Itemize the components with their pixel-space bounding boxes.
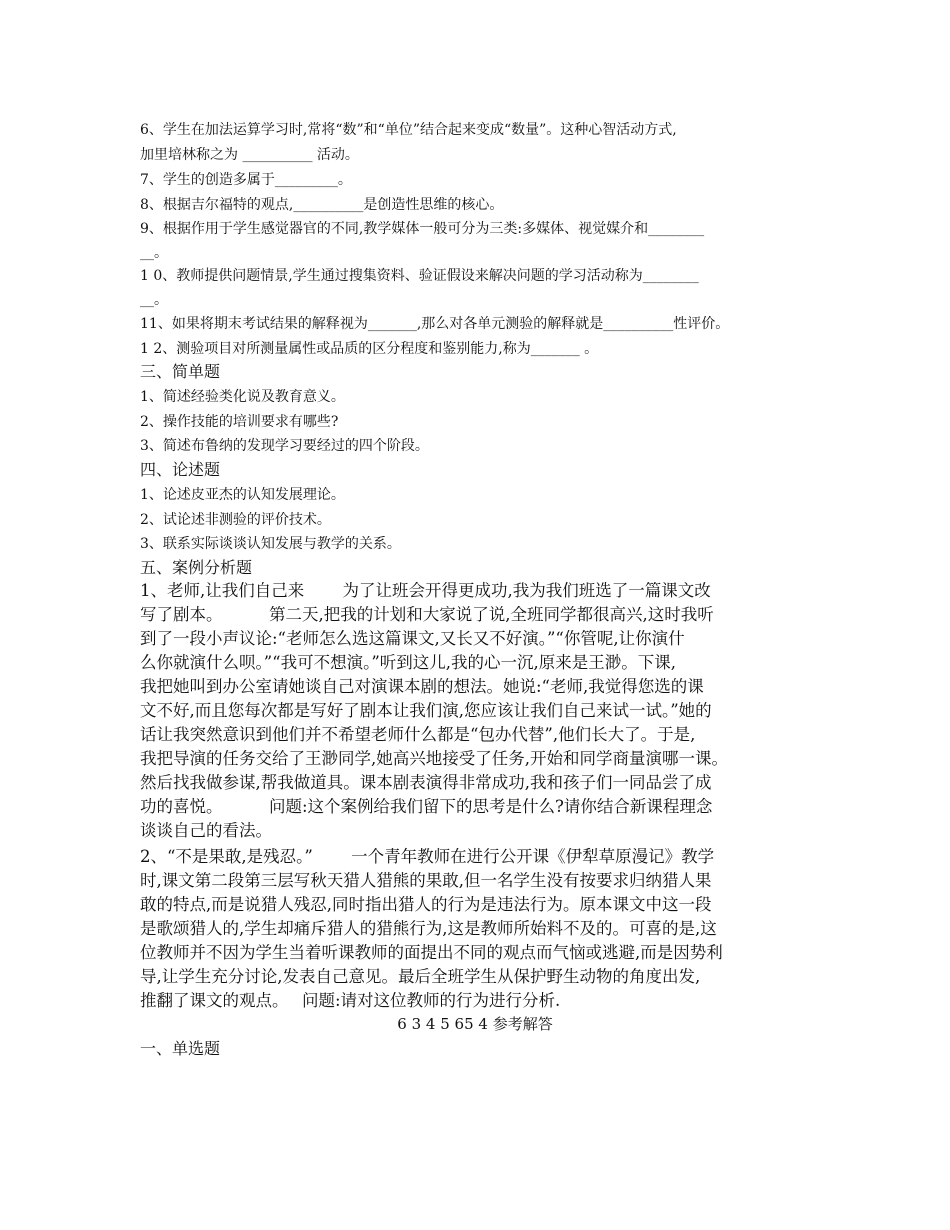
fill-q11: 11、如果将期末考试结果的解释视为_______,那么对各单元测验的解释就是__________性评价。	[140, 316, 730, 332]
case1-line: 然后找我做参谋,帮我做道具。课本剧表演得非常成功,我和孩子们一同品尝了成	[140, 773, 712, 792]
case1-line: 功的喜悦。 问题:这个案例给我们留下的思考是什么?请你结合新课程理念	[140, 797, 713, 816]
case-heading: 五、案例分析题	[140, 558, 253, 577]
answers-section-heading: 一、单选题	[140, 1039, 221, 1058]
short-answer-heading: 三、简单题	[140, 362, 221, 381]
fill-q7: 7、学生的创造多属于_________。	[140, 172, 352, 188]
fill-q12: 1 2、测验项目对所测量属性或品质的区分程度和鉴别能力,称为_______ 。	[140, 341, 599, 357]
essay-q2: 2、试论述非测验的评价技术。	[140, 512, 331, 528]
case2-line: 2、“不是果敢,是残忍。” 一个青年教师在进行公开课《伊犁草原漫记》教学	[140, 847, 715, 866]
case1-line: 写了剧本。 第二天,把我的计划和大家说了说,全班同学都很高兴,这时我听	[140, 605, 714, 624]
case1-line: 话让我突然意识到他们并不希望老师什么都是“包办代替”,他们长大了。于是,	[140, 725, 696, 744]
fill-q10-line1: 1 0、教师提供问题情景,学生通过搜集资料、验证假设来解决问题的学习活动称为________	[140, 268, 699, 284]
fill-q6-line2: 加里培林称之为 __________ 活动。	[140, 147, 359, 163]
fill-q10-line2: __。	[140, 292, 168, 308]
case1-line: 1、老师,让我们自己来 为了让班会开得更成功,我为我们班选了一篇课文改	[140, 581, 711, 600]
case1-line: 我把她叫到办公室请她谈自己对演课本剧的想法。她说:“老师,我觉得您选的课	[140, 677, 704, 696]
case1-line: 谈谈自己的看法。	[140, 821, 272, 840]
case2-line: 是歌颂猎人的,学生却痛斥猎人的猎熊行为,这是教师所始料不及的。可喜的是,这	[140, 919, 717, 938]
fill-q9-line2: __。	[140, 245, 168, 261]
case1-line: 我把导演的任务交给了王渺同学,她高兴地接受了任务,开始和同学商量演哪一课。	[140, 749, 728, 768]
essay-q1: 1、论述皮亚杰的认知发展理论。	[140, 487, 345, 503]
essay-heading: 四、论述题	[140, 460, 221, 479]
short-q1: 1、简述经验类化说及教育意义。	[140, 389, 345, 405]
case1-line: 么你就演什么呗。”“我可不想演。”听到这儿,我的心一沉,原来是王渺。下课,	[140, 653, 677, 672]
short-q2: 2、操作技能的培训要求有哪些?	[140, 414, 339, 430]
fill-q9-line1: 9、根据作用于学生感觉器官的不同,教学媒体一般可分为三类:多媒体、视觉媒介和________	[140, 221, 705, 237]
case1-line: 文不好,而且您每次都是写好了剧本让我们演,您应该让我们自己来试一试。”她的	[140, 701, 712, 720]
case2-line: 推翻了课文的观点。 问题:请对这位教师的行为进行分析.	[140, 991, 561, 1010]
case2-line: 导,让学生充分讨论,发表自己意见。最后全班学生从保护野生动物的角度出发,	[140, 967, 701, 986]
case2-line: 位教师并不因为学生当着听课教师的面提出不同的观点而气恼或逃避,而是因势利	[140, 943, 723, 962]
answers-title: 6 3 4 5 65 4 参考解答	[397, 1015, 553, 1033]
short-q3: 3、简述布鲁纳的发现学习要经过的四个阶段。	[140, 438, 429, 454]
case2-line: 时,课文第二段第三层写秋天猎人猎熊的果敢,但一名学生没有按要求归纳猎人果	[140, 871, 712, 890]
fill-q8: 8、根据吉尔福特的观点,__________是创造性思维的核心。	[140, 197, 504, 213]
case1-line: 到了一段小声议论:“老师怎么选这篇课文,又长又不好演。”“你管呢,让你演什	[140, 629, 685, 648]
essay-q3: 3、联系实际谈谈认知发展与教学的关系。	[140, 536, 401, 552]
case2-line: 敢的特点,而是说猎人残忍,同时指出猎人的行为是违法行为。原本课文中这一段	[140, 895, 712, 914]
fill-q6-line1: 6、学生在加法运算学习时,常将“数”和“单位”结合起来变成“数量”。这种心智活动方式,	[140, 122, 677, 138]
